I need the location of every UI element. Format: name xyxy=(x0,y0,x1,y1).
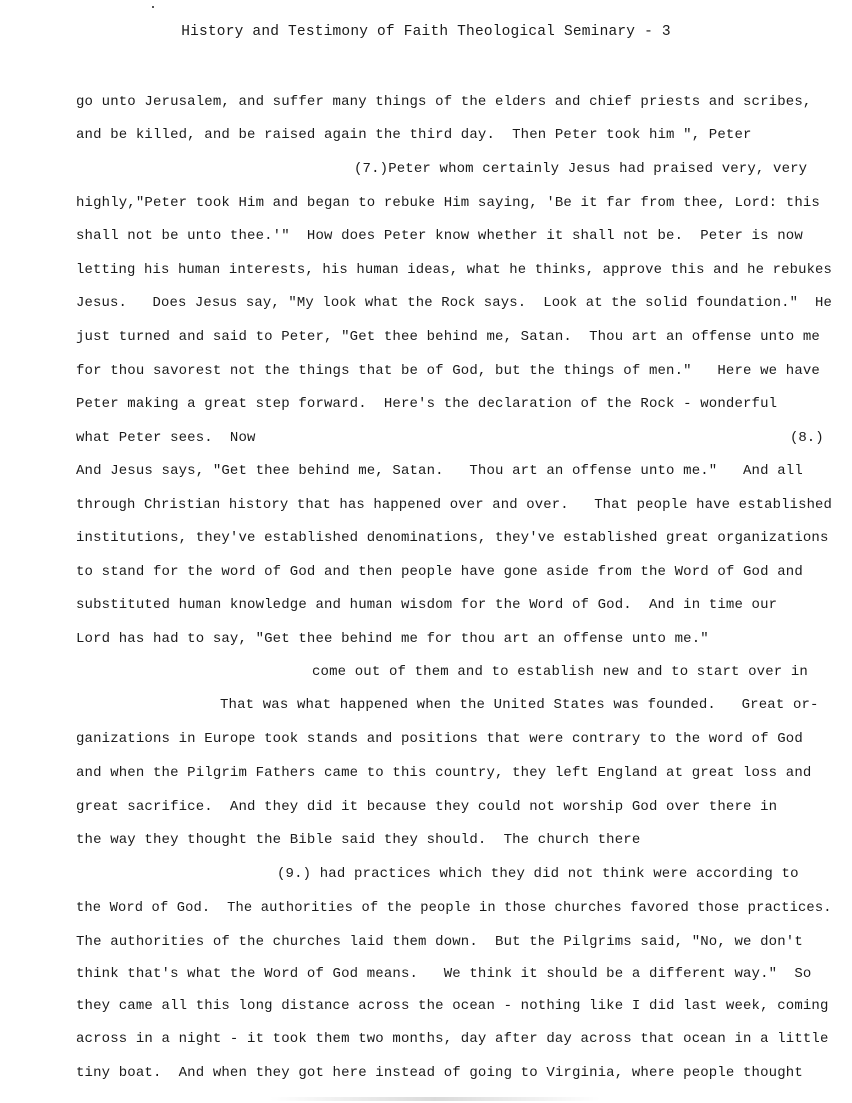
text-line: and when the Pilgrim Fathers came to this country, they left England at great loss and xyxy=(76,765,812,781)
page-header: History and Testimony of Faith Theological Seminary - 3 xyxy=(181,24,671,40)
text-line: letting his human interests, his human ideas, what he thinks, approve this and he rebukes xyxy=(76,262,833,278)
text-line: shall not be unto thee.'" How does Peter know whether it shall not be. Peter is now xyxy=(76,228,803,244)
text-line: Peter making a great step forward. Here's the declaration of the Rock - wonderful xyxy=(76,396,778,412)
text-line: across in a night - it took them two months, day after day across that ocean in a little xyxy=(76,1031,829,1047)
text-line: come out of them and to establish new and to start over in xyxy=(312,664,808,680)
text-line: to stand for the word of God and then people have gone aside from the Word of God and xyxy=(76,564,803,580)
text-line: Jesus. Does Jesus say, "My look what the Rock says. Look at the solid foundation." He xyxy=(76,295,833,311)
text-line: highly,"Peter took Him and began to rebuke Him saying, 'Be it far from thee, Lord: this xyxy=(76,195,820,211)
text-line: ganizations in Europe took stands and positions that were contrary to the word of God xyxy=(76,731,803,747)
text-line: The authorities of the churches laid them down. But the Pilgrims said, "No, we don't xyxy=(76,934,803,950)
text-line: for thou savorest not the things that be of God, but the things of men." Here we have xyxy=(76,363,820,379)
page-marker-8: (8.) xyxy=(790,430,824,446)
text-line: And Jesus says, "Get thee behind me, Satan. Thou art an offense unto me." And all xyxy=(76,463,803,479)
text-line: through Christian history that has happened over and over. That people have established xyxy=(76,497,833,513)
text-line: institutions, they've established denominations, they've established great organizations xyxy=(76,530,829,546)
text-line: (9.) had practices which they did not think were according to xyxy=(277,866,799,882)
text-line: just turned and said to Peter, "Get thee behind me, Satan. Thou art an offense unto me xyxy=(76,329,820,345)
text-line: (7.)Peter whom certainly Jesus had praised very, very xyxy=(354,161,808,177)
text-line: great sacrifice. And they did it because they could not worship God over there in xyxy=(76,799,778,815)
text-line: go unto Jerusalem, and suffer many things of the elders and chief priests and scribes, xyxy=(76,94,812,110)
scan-smudge xyxy=(270,1097,600,1101)
text-line: tiny boat. And when they got here instead of going to Virginia, where people thought xyxy=(76,1065,803,1081)
text-line: That was what happened when the United States was founded. Great or- xyxy=(220,697,819,713)
text-line: think that's what the Word of God means. We think it should be a different way." So xyxy=(76,966,812,982)
text-line: and be killed, and be raised again the third day. Then Peter took him ", Peter xyxy=(76,127,752,143)
ink-speck xyxy=(152,6,154,8)
text-line: the way they thought the Bible said they should. The church there xyxy=(76,832,641,848)
text-line: the Word of God. The authorities of the people in those churches favored those practices. xyxy=(76,900,832,916)
text-line: Lord has had to say, "Get thee behind me for thou art an offense unto me." xyxy=(76,631,709,647)
text-line: what Peter sees. Now xyxy=(76,430,256,446)
text-line: substituted human knowledge and human wisdom for the Word of God. And in time our xyxy=(76,597,778,613)
text-line: they came all this long distance across the ocean - nothing like I did last week, coming xyxy=(76,998,829,1014)
